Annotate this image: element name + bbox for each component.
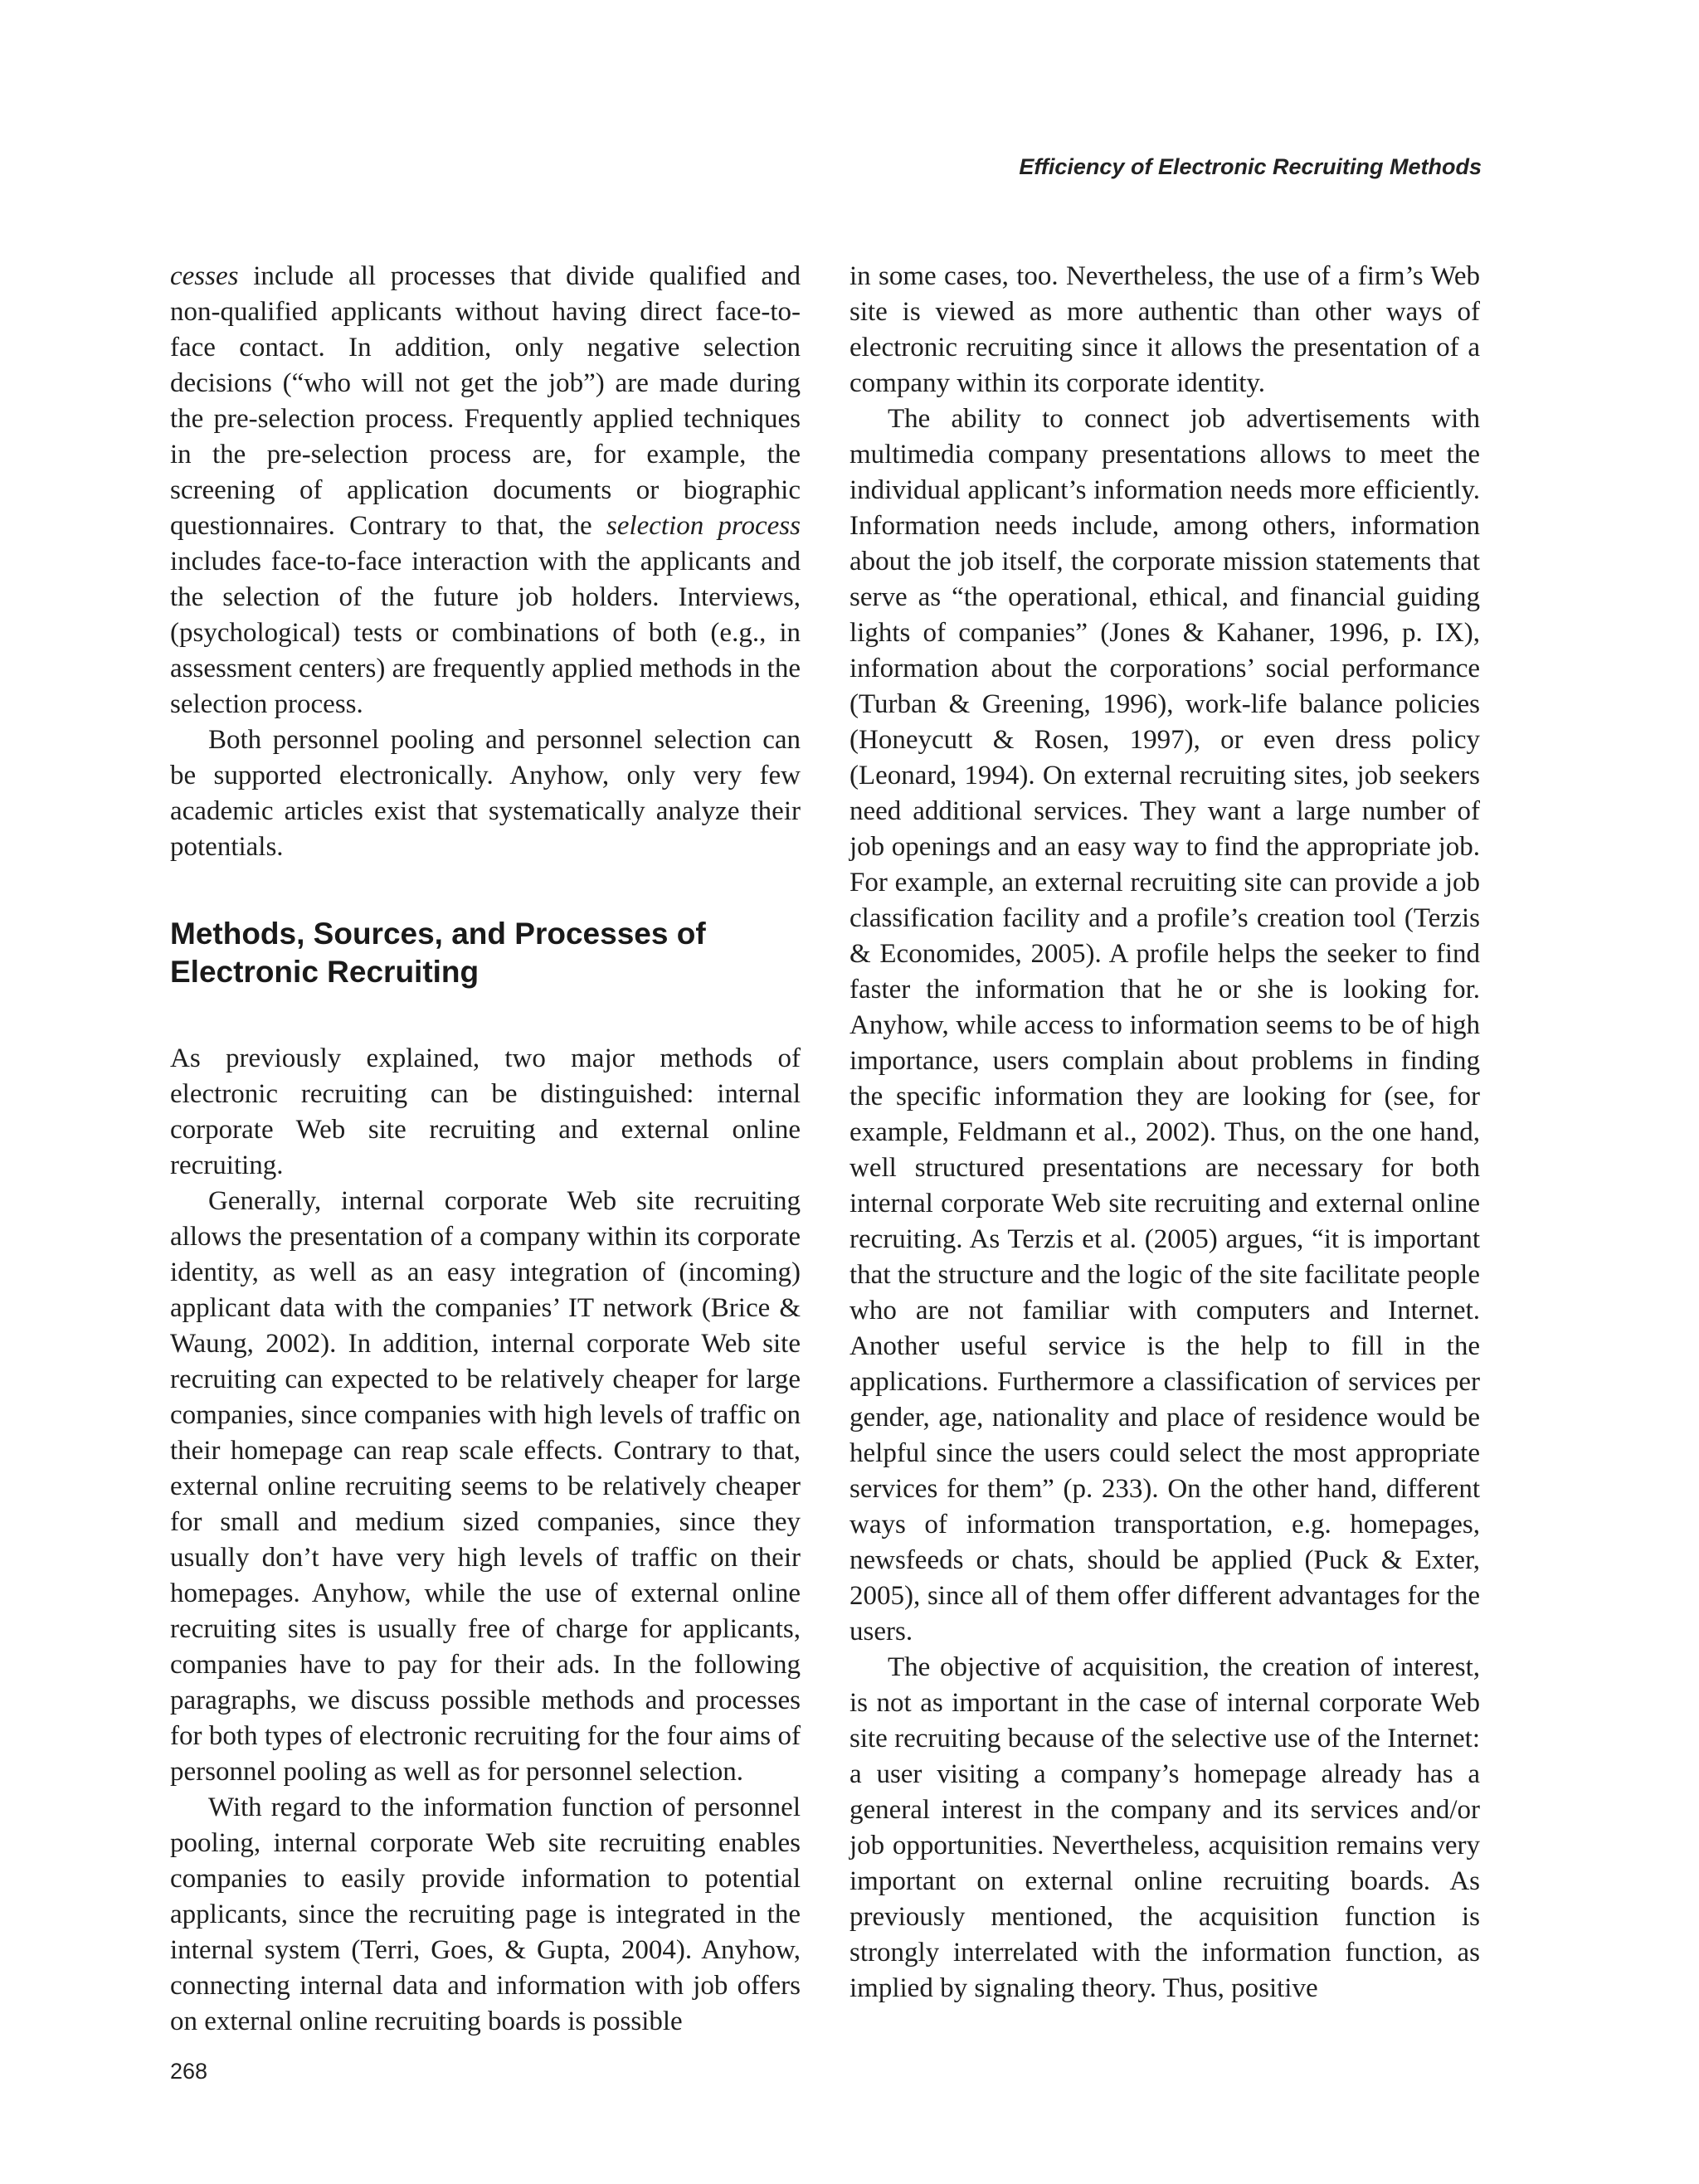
emphasis-text: cesses xyxy=(170,261,239,291)
section-heading: Methods, Sources, and Processes of Electronic Recruiting xyxy=(170,917,706,989)
page-number: 268 xyxy=(170,2059,208,2084)
paragraph: The ability to connect job advertisements with multimedia company presentations allows to meet the individual applicant’s information needs more efficiently. Information needs include, among others, information about the job itself, the corporate mission statements that serve as “the operational, ethical, and financial guiding lights of companies” (Jones & Kahaner, 1996, p. IX), information about the corporations’ social performance (Turban & Greening, 1996), work-life balance policies (Honeycutt & Rosen, 1997), or even dress policy (Leonard, 1994). On external recruiting sites, job seekers need additional services. They want a large number of job openings and an easy way to find the appropriate job. For example, an external recruiting site can provide a job classification facility and a profile’s creation tool (Terzis & Economides, 2005). A profile helps the seeker to find faster the information that he or she is looking for. Anyhow, while access to information seems to be of high importance, users complain about problems in finding the specific information they are looking for (see, for example, Feldmann et al., 2002). Thus, on the one hand, well structured presentations are necessary for both internal corporate Web site recruiting and external online recruiting. As Terzis et al. (2005) argues, “it is important that the structure and the logic of the site facilitate people who are not familiar with computers and Internet. Another useful service is the help to fill in the applications. Furthermore a classification of services per gender, age, nationality and place of residence would be helpful since the users could select the most appropriate services for them” (p. 233). On the other hand, different ways of information transportation, e.g. homepages, newsfeeds or chats, should be applied (Puck & Exter, 2005), since all of them offer different advantages for the users. xyxy=(850,404,1480,1647)
paragraph xyxy=(170,259,801,722)
paragraph: in some cases, too. Nevertheless, the use of a firm’s Web site is viewed as more authentic than other ways of electronic recruiting since it allows the presentation of a company within its corporate identity. xyxy=(850,261,1480,398)
paragraph: As previously explained, two major methods of electronic recruiting can be distinguished: internal corporate Web site recruiting and external online recruiting. xyxy=(170,1043,801,1180)
emphasis-text: selection process xyxy=(606,511,801,541)
paragraph-text: include all processes that divide qualified and non-qualified applicants without having direct face-to-face contact. In addition, only negative selection decisions (“who will not get the job”) are made during the pre-selection process. Frequently applied techniques in the pre-selection process are, for example, the screening of application documents or biographic questionnaires. Contrary to that, the xyxy=(170,261,801,541)
right-column xyxy=(850,259,1480,2006)
paragraph: With regard to the information function of personnel pooling, internal corporate Web site recruiting enables companies to easily provide information to potential applicants, since the recruiting page is integrated in the internal system (Terri, Goes, & Gupta, 2004). Anyhow, connecting internal data and information with job offers on external online recruiting boards is possible xyxy=(170,1792,801,2036)
running-header-title: Efficiency of Electronic Recruiting Methods xyxy=(1019,154,1482,179)
paragraph-text: includes face-to-face interaction with the applicants and the selection of the future job holders. Interviews, (psychological) tests or combinations of both (e.g., in assessment centers) are frequently applied methods in the selection process. xyxy=(170,547,801,719)
paragraph: Generally, internal corporate Web site recruiting allows the presentation of a company within its corporate identity, as well as an easy integration of (incoming) applicant data with the companies’ IT network (Brice & Waung, 2002). In addition, internal corporate Web site recruiting can expected to be relatively cheaper for large companies, since companies with high levels of traffic on their homepage can reap scale effects. Contrary to that, external online recruiting seems to be relatively cheaper for small and medium sized companies, since they usually don’t have very high levels of traffic on their homepages. Anyhow, while the use of external online recruiting sites is usually free of charge for applicants, companies have to pay for their ads. In the following paragraphs, we discuss possible methods and processes for both types of electronic recruiting for the four aims of personnel pooling as well as for personnel selection. xyxy=(170,1186,801,1787)
left-column xyxy=(170,259,801,2040)
paragraph: The objective of acquisition, the creation of interest, is not as important in the case of internal corporate Web site recruiting because of the selective use of the Internet: a user visiting a company’s homepage already has a general interest in the company and its services and/or job opportunities. Nevertheless, acquisition remains very important on external online recruiting boards. As previously mentioned, the acquisition function is strongly interrelated with the information function, as implied by signaling theory. Thus, positive xyxy=(850,1652,1480,2003)
paragraph: Both personnel pooling and personnel selection can be supported electronically. Anyhow, only very few academic articles exist that systematically analyze their potentials. xyxy=(170,725,801,862)
